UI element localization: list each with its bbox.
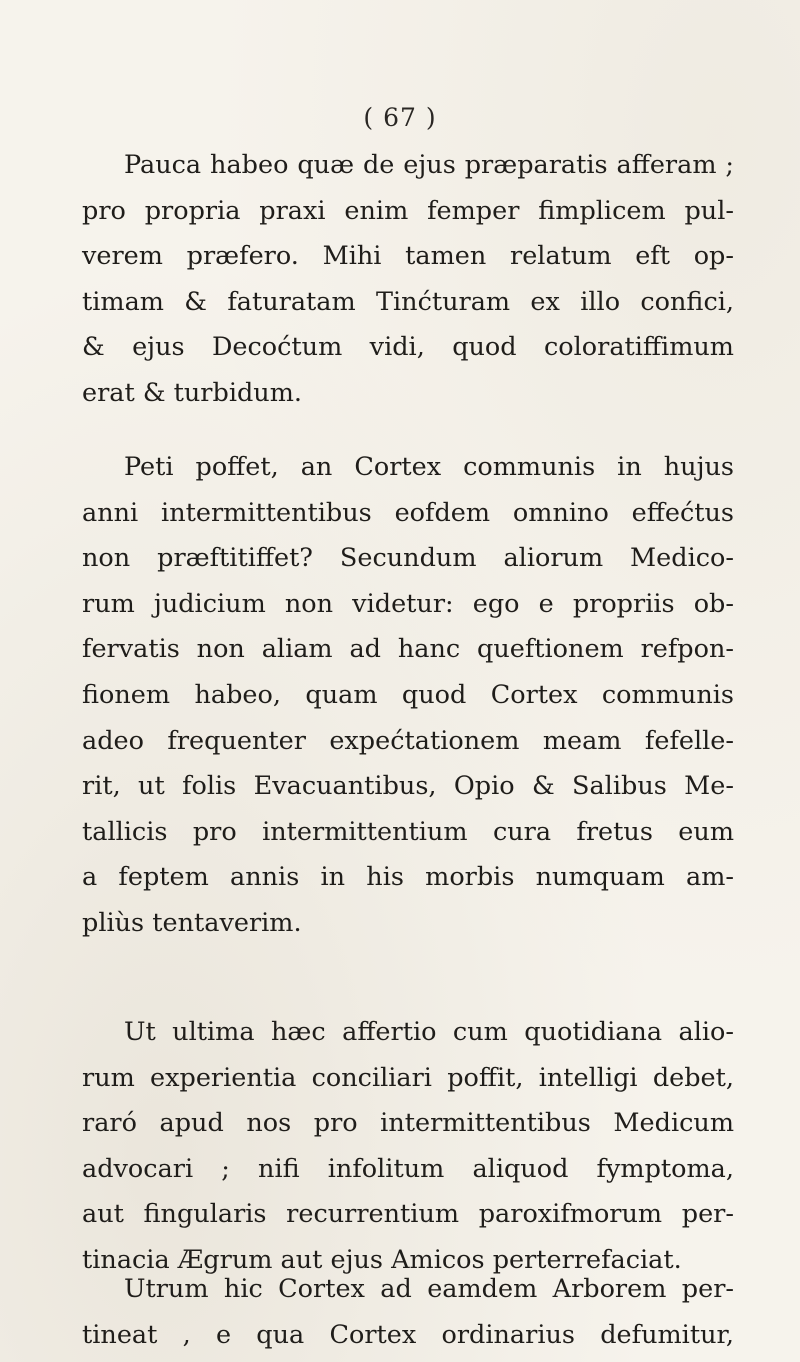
text-line: verem præfero. Mihi tamen relatum eft op- xyxy=(82,241,734,272)
text-line: fionem habeo, quam quod Cortex communis xyxy=(82,679,734,710)
text-line: rit, ut folis Evacuantibus, Opio & Salibus Me- xyxy=(82,771,734,802)
text-line: timam & faturatam Tinćturam ex illo confici, xyxy=(82,286,734,317)
paragraph-4 xyxy=(82,1267,734,1358)
paragraph-1 xyxy=(82,143,734,417)
text-line: a feptem annis in his morbis numquam am- xyxy=(82,862,734,893)
text-line: raró apud nos pro intermittentibus Medicum xyxy=(82,1108,734,1139)
text-line: fervatis non aliam ad hanc queftionem refpon- xyxy=(82,634,734,665)
text-line: anni intermittentibus eofdem omnino effećtus xyxy=(82,497,734,528)
text-line: Ut ultima hæc affertio cum quotidiana alio- xyxy=(124,1017,734,1047)
text-line: adeo frequenter expećtationem meam fefelle- xyxy=(82,725,734,756)
text-line: pro propria praxi enim femper fimplicem pul- xyxy=(82,195,734,226)
text-line: erat & turbidum. xyxy=(82,377,303,408)
text-line: tineat , e qua Cortex ordinarius defumitur, xyxy=(82,1319,734,1350)
text-line: tinacia Ægrum aut ejus Amicos perterrefaciat. xyxy=(82,1244,682,1275)
text-line: pliùs tentaverim. xyxy=(82,907,302,938)
text-line: non præftitiffet? Secundum aliorum Medico- xyxy=(82,543,734,574)
text-line: Pauca habeo quæ de ejus præparatis afferam ; xyxy=(124,150,734,180)
text-line: rum judicium non videtur: ego e propriis ob- xyxy=(82,588,734,619)
text-line: Utrum hic Cortex ad eamdem Arborem per- xyxy=(124,1274,734,1304)
text-line: rum experientia conciliari poffit, intelligi debet, xyxy=(82,1062,734,1093)
text-line: aut fingularis recurrentium paroxifmorum per- xyxy=(82,1199,734,1230)
text-line: tallicis pro intermittentium cura fretus eum xyxy=(82,816,734,847)
text-line: advocari ; nifi infolitum aliquod fymptoma, xyxy=(82,1153,734,1184)
text-line: Peti poffet, an Cortex communis in hujus xyxy=(124,452,734,482)
paragraph-3 xyxy=(82,1010,734,1284)
text-line: & ejus Decoćtum vidi, quod coloratiffimum xyxy=(82,332,734,363)
page-number: ( 67 ) xyxy=(363,103,437,132)
paragraph-2 xyxy=(82,445,734,947)
